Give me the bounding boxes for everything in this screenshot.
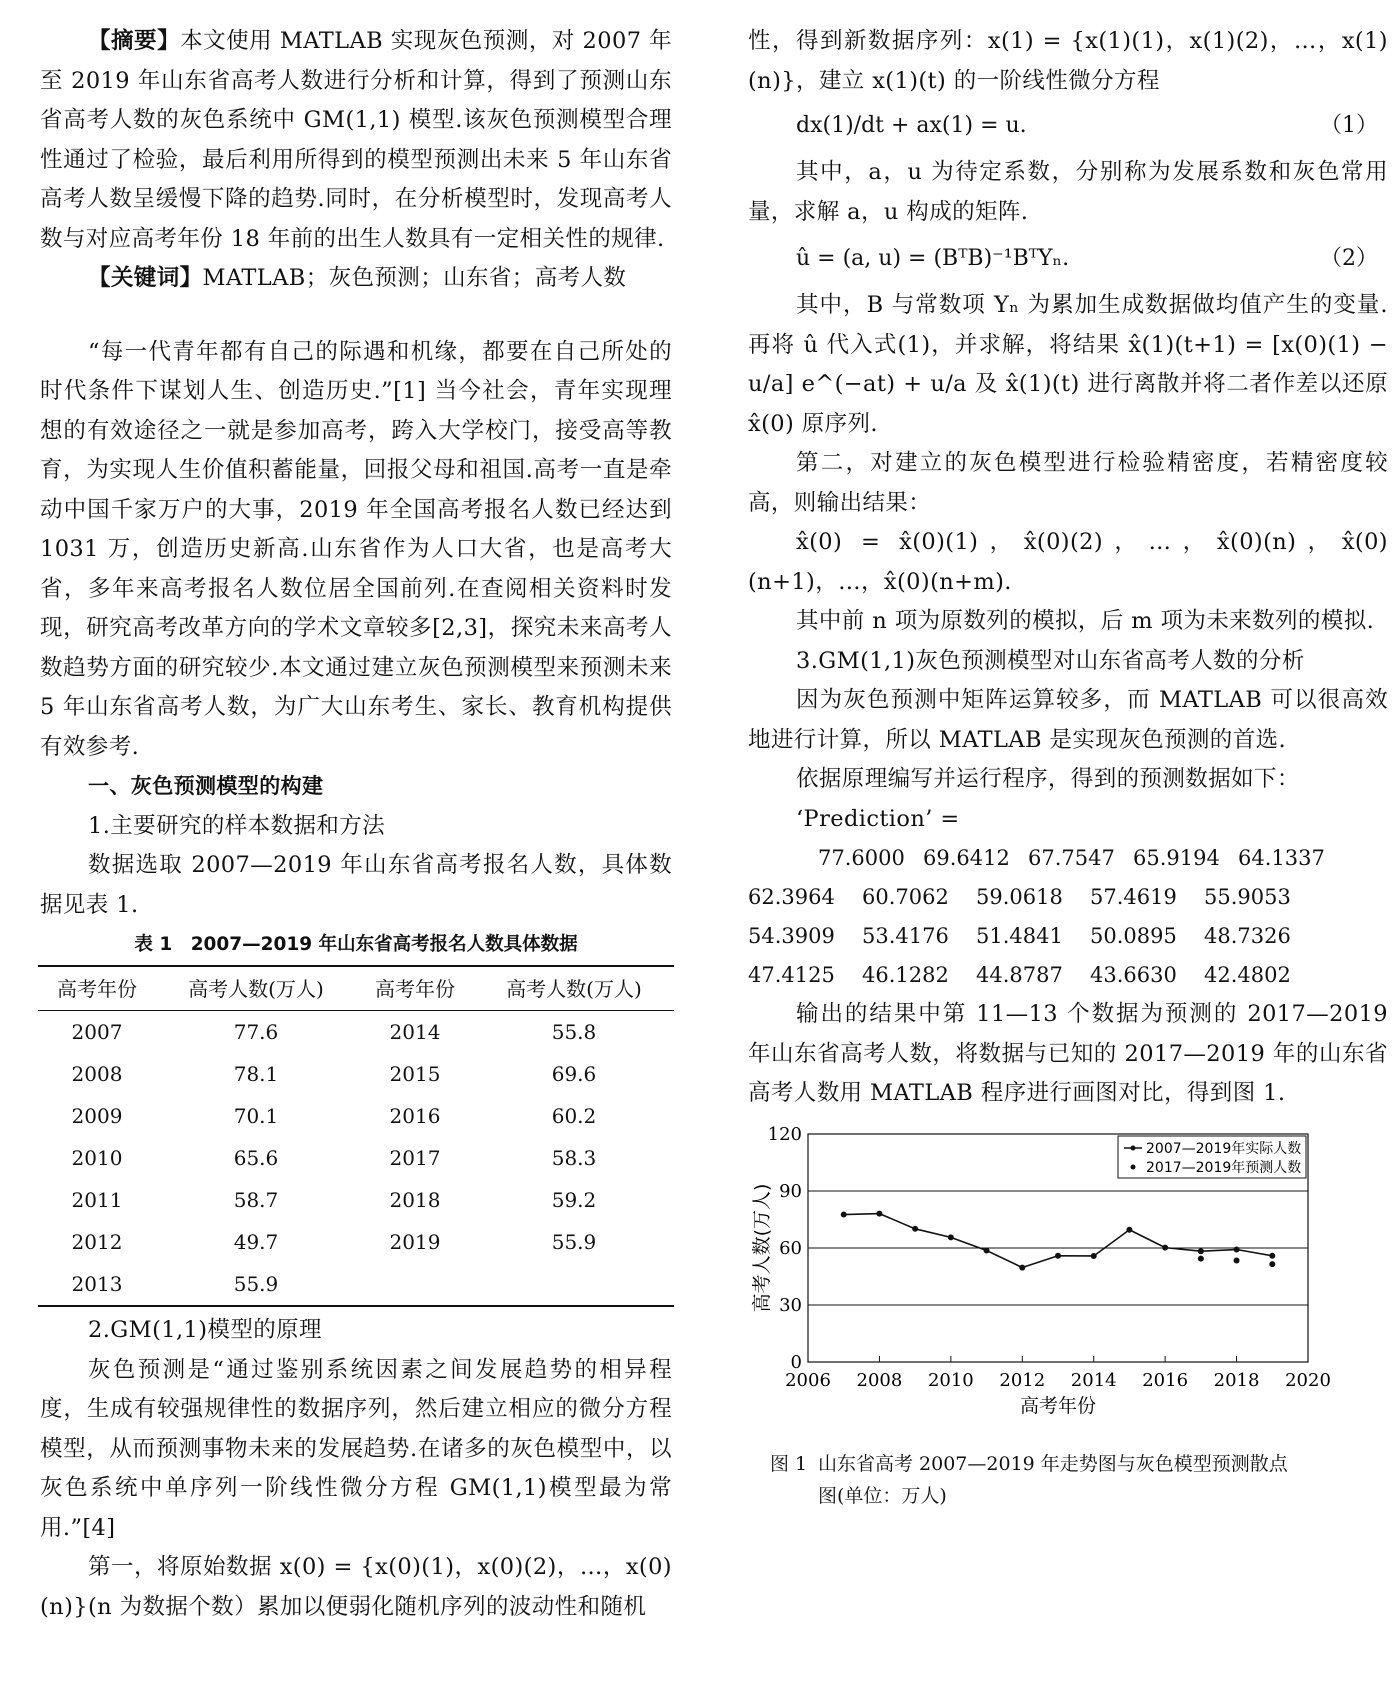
table-caption: 表 1 2007—2019 年山东省高考报名人数具体数据 <box>134 934 578 955</box>
table-row <box>38 1137 674 1179</box>
table-cell: 2017 <box>389 1146 441 1170</box>
x-tick-label: 2012 <box>999 1369 1046 1391</box>
abstract <box>40 22 672 259</box>
table-row <box>38 1263 674 1306</box>
table-cell: 2019 <box>389 1230 441 1254</box>
subsection-2: 2.GM(1,1)模型的原理 <box>88 1317 322 1343</box>
x-axis-label: 高考年份 <box>1019 1394 1097 1417</box>
predicted-point <box>1269 1261 1275 1267</box>
actual-series-line <box>844 1213 1273 1267</box>
y-axis-label: 高考人数(万人) <box>751 1183 773 1312</box>
intro-paragraph: “每一代青年都有自己的际遇和机缘，都要在自己所处的时代条件下谋划人生、创造历史.”[1] 当今社会，青年实现理想的有效途径之一就是参加高考，跨入大学校门，接受高等教育，为实现人生价值积蓄能量，回报父母和祖国.高考一直是牵动中国千家万户的大事，2019 年全国高考报名人数已经达到 1031 万，创造历史新高.山东省作为人口大省，也是高考大省，多年来高考报名人数位居全国前列.在查阅相关资料时发现，研究高考改革方向的学术文章较多[2,3]，探究未来高考人数趋势方面的研究较少.本文通过建立灰色预测模型来预测未来 5 年山东省高考人数，为广大山东考生、家长、教育机构提供有效参考. <box>40 338 672 760</box>
y-tick-label: 0 <box>790 1351 802 1373</box>
actual-point <box>912 1225 918 1231</box>
prediction-value: 46.1282 <box>862 963 949 987</box>
legend-label-actual: 2007—2019年实际人数 <box>1146 1140 1302 1157</box>
x-tick-label: 2016 <box>1142 1369 1189 1391</box>
table-cell: 2018 <box>389 1188 441 1212</box>
actual-point <box>1019 1264 1025 1270</box>
table-cell: 78.1 <box>233 1062 279 1086</box>
prediction-value: 62.3964 <box>748 885 835 909</box>
actual-point <box>1055 1252 1061 1258</box>
table-cell: 2011 <box>71 1188 123 1212</box>
legend-marker <box>1131 1164 1136 1169</box>
table-row <box>38 1095 674 1137</box>
table-cell: 2013 <box>38 1263 156 1306</box>
keywords-label: 【关键词】 <box>88 265 203 291</box>
actual-point <box>984 1247 990 1253</box>
second-step-paragraph: 第二，对建立的灰色模型进行检验精密度，若精密度较高，则输出结果： <box>748 450 1388 516</box>
prediction-value: 77.6000 <box>818 846 905 870</box>
run-paragraph: 依据原理编写并运行程序，得到的预测数据如下： <box>796 766 1300 792</box>
actual-point <box>1269 1252 1275 1258</box>
table-cell: 2007 <box>71 1020 123 1044</box>
equation-2 <box>748 238 1388 280</box>
subsection-1: 1.主要研究的样本数据和方法 <box>88 812 386 839</box>
table-cell: 49.7 <box>233 1230 279 1254</box>
table-cell: 65.6 <box>233 1146 279 1170</box>
table-header: 高考人数(万人) <box>156 966 356 1011</box>
table-cell: 2009 <box>71 1104 123 1128</box>
actual-point <box>1126 1226 1132 1232</box>
y-tick-label: 60 <box>779 1237 802 1259</box>
prediction-value: 50.0895 <box>1090 924 1177 948</box>
table-row <box>38 1011 674 1054</box>
actual-point <box>841 1211 847 1217</box>
output-sequence: x̂(0) = x̂(0)(1)，x̂(0)(2)，…，x̂(0)(n)，x̂(0)(n+1)，…，x̂(0)(n+m). <box>748 529 1388 595</box>
prediction-row <box>748 917 1388 956</box>
prediction-row <box>748 878 1388 917</box>
abstract-label: 【摘要】 <box>88 28 181 54</box>
table-cell: 55.9 <box>156 1263 356 1306</box>
equation-1 <box>748 105 1388 147</box>
legend-label-predicted: 2017—2019年预测人数 <box>1146 1159 1302 1176</box>
table-cell: 58.7 <box>233 1188 279 1212</box>
x-tick-label: 2010 <box>927 1369 974 1391</box>
actual-point <box>1091 1252 1097 1258</box>
table-cell: 2016 <box>389 1104 441 1128</box>
actual-point <box>948 1234 954 1240</box>
coefficient-paragraph: 其中，a，u 为待定系数，分别称为发展系数和灰色常用量，求解 a，u 构成的矩阵. <box>748 159 1388 225</box>
table-cell: 59.2 <box>551 1188 597 1212</box>
table-header: 高考人数(万人) <box>474 966 674 1011</box>
y-tick-label: 120 <box>767 1123 802 1145</box>
table-cell: 55.8 <box>551 1020 597 1044</box>
keywords <box>40 259 672 299</box>
actual-point <box>1198 1248 1204 1254</box>
grey-paragraph: 灰色预测是“通过鉴别系统因素之间发展趋势的相异程度，生成有较强规律性的数据序列，然后建立相应的微分方程模型，从而预测事物未来的发展趋势.在诸多的灰色模型中，以灰色系统中单序列一阶线性微分方程 GM(1,1)模型最为常用.”[4] <box>40 1356 672 1541</box>
prediction-values <box>748 839 1388 995</box>
actual-point <box>876 1210 882 1216</box>
result-paragraph: 输出的结果中第 11—13 个数据为预测的 2017—2019 年山东省高考人数，将数据与已知的 2017—2019 年的山东省高考人数用 MATLAB 程序进行画图对比，得到图 1. <box>748 1001 1388 1106</box>
prediction-row <box>748 839 1388 878</box>
abstract-text: 本文使用 MATLAB 实现灰色预测，对 2007 年至 2019 年山东省高考人数进行分析和计算，得到了预测山东省高考人数的灰色系统中 GM(1,1) 模型.该灰色预测模型合理性通过了检验，最后利用所得到的模型预测出未来 5 年山东省高考人数呈缓慢下降的趋势.同时，在分析模型时，发现高考人数与对应高考年份 18 年前的出生人数具有一定相关性的规律. <box>40 28 672 252</box>
first-step-paragraph: 第一，将原始数据 x(0) = {x(0)(1)，x(0)(2)，…，x(0)(n)}(n 为数据个数）累加以便弱化随机序列的波动性和随机 <box>40 1554 672 1620</box>
prediction-value: 69.6412 <box>923 846 1010 870</box>
x-tick-label: 2008 <box>856 1369 903 1391</box>
left-column <box>40 22 672 1627</box>
prediction-value: 42.4802 <box>1204 963 1291 987</box>
table-cell: 69.6 <box>551 1062 597 1086</box>
table-cell: 2012 <box>71 1230 123 1254</box>
x-tick-label: 2020 <box>1285 1369 1331 1391</box>
continued-paragraph: 性，得到新数据序列：x(1) = {x(1)(1)，x(1)(2)，…，x(1)(n)}，建立 x(1)(t) 的一阶线性微分方程 <box>748 28 1388 94</box>
figure-caption-line-1: 山东省高考 2007—2019 年走势图与灰色模型预测散点 <box>818 1452 1288 1475</box>
equation-2-number: （2） <box>1320 246 1378 271</box>
equation-2-text: û = (a, u) = (BᵀB)⁻¹BᵀYₙ. <box>796 246 1070 271</box>
figure-caption-line-2: 图(单位：万人) <box>818 1484 947 1507</box>
table-cell: 2010 <box>71 1146 123 1170</box>
prediction-value: 48.7326 <box>1204 924 1291 948</box>
data-paragraph: 数据选取 2007—2019 年山东省高考报名人数，具体数据见表 1. <box>40 852 672 918</box>
table-cell: 77.6 <box>233 1020 279 1044</box>
data-table <box>38 965 674 1307</box>
table-cell: 55.9 <box>551 1230 597 1254</box>
prediction-row <box>748 956 1388 995</box>
table-cell: 58.3 <box>551 1146 597 1170</box>
prediction-value: 53.4176 <box>862 924 949 948</box>
prediction-label: ‘Prediction’ = <box>796 805 960 832</box>
prediction-value: 44.8787 <box>976 963 1063 987</box>
figure-label: 图 1 <box>770 1452 808 1475</box>
table-cell: 2015 <box>389 1062 441 1086</box>
prediction-value: 47.4125 <box>748 963 835 987</box>
equation-1-number: （1） <box>1320 113 1378 138</box>
table-row <box>38 1053 674 1095</box>
subsection-3: 3.GM(1,1)灰色预测模型对山东省高考人数的分析 <box>796 647 1305 674</box>
table-cell <box>356 1263 474 1306</box>
table-cell: 60.2 <box>551 1104 597 1128</box>
y-tick-label: 30 <box>779 1294 802 1316</box>
predicted-point <box>1198 1255 1204 1261</box>
table-header: 高考年份 <box>38 966 156 1011</box>
trend-chart <box>748 1124 1368 1444</box>
table-row <box>38 1179 674 1221</box>
prediction-value: 60.7062 <box>862 885 949 909</box>
b-paragraph: 其中，B 与常数项 Yₙ 为累加生成数据做均值产生的变量.再将 û 代入式(1)，并求解，将结果 x̂(1)(t+1) = [x(0)(1) − u/a] e^(−at) + u/a 及 x̂(1)(t) 进行离散并将二者作差以还原 x̂(0) 原序列. <box>748 292 1388 437</box>
prediction-value: 54.3909 <box>748 924 835 948</box>
equation-1-text: dx(1)/dt + ax(1) = u. <box>796 113 1027 138</box>
table-row <box>38 1221 674 1263</box>
nm-paragraph: 其中前 n 项为原数列的模拟，后 m 项为未来数列的模拟. <box>796 608 1375 634</box>
prediction-value: 51.4841 <box>976 924 1063 948</box>
x-tick-label: 2006 <box>785 1369 831 1391</box>
matlab-paragraph: 因为灰色预测中矩阵运算较多，而 MATLAB 可以很高效地进行计算，所以 MATLAB 是实现灰色预测的首选. <box>748 687 1388 753</box>
prediction-value: 43.6630 <box>1090 963 1177 987</box>
x-tick-label: 2014 <box>1070 1369 1117 1391</box>
table-cell: 70.1 <box>233 1104 279 1128</box>
section-heading-1: 一、灰色预测模型的构建 <box>88 774 324 798</box>
actual-point <box>1162 1244 1168 1250</box>
y-tick-label: 90 <box>779 1180 802 1202</box>
actual-point <box>1234 1246 1240 1252</box>
right-column <box>748 22 1388 1512</box>
figure-caption <box>748 1448 1388 1512</box>
table-cell: 2014 <box>389 1020 441 1044</box>
prediction-value: 64.1337 <box>1238 846 1325 870</box>
prediction-value: 59.0618 <box>976 885 1063 909</box>
prediction-value: 57.4619 <box>1090 885 1177 909</box>
prediction-value: 65.9194 <box>1133 846 1220 870</box>
table-header: 高考年份 <box>356 966 474 1011</box>
table-cell: 2008 <box>71 1062 123 1086</box>
prediction-value: 67.7547 <box>1028 846 1115 870</box>
x-tick-label: 2018 <box>1213 1369 1260 1391</box>
table-cell <box>474 1263 674 1306</box>
keywords-text: MATLAB；灰色预测；山东省；高考人数 <box>202 265 627 291</box>
prediction-value: 55.9053 <box>1204 885 1291 909</box>
predicted-point <box>1234 1257 1240 1263</box>
legend-marker <box>1131 1145 1136 1150</box>
